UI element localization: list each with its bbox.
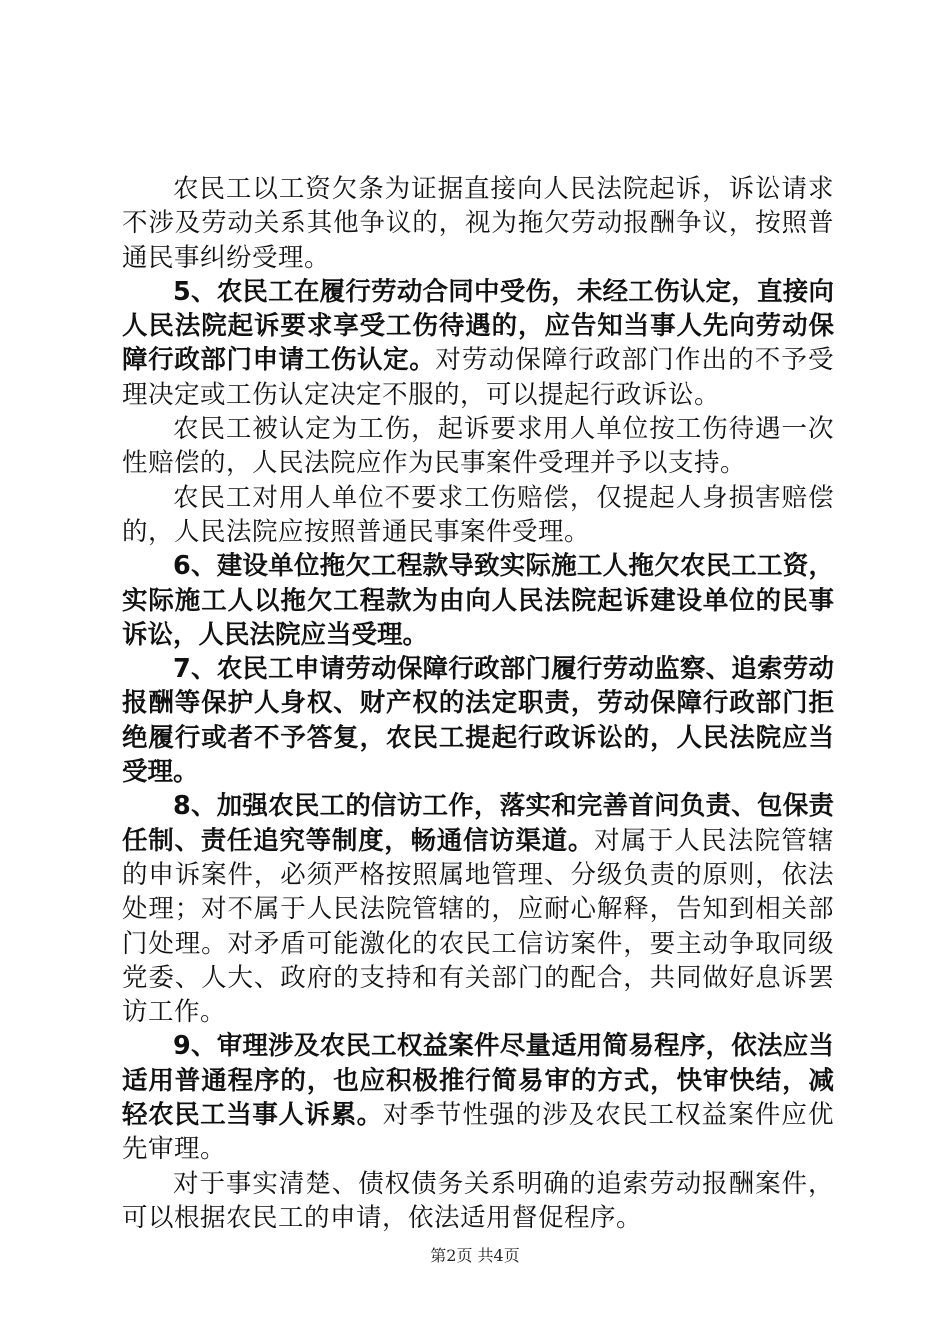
paragraph-1: 农民工以工资欠条为证据直接向人民法院起诉，诉讼请求不涉及劳动关系其他争议的，视为拖欠劳动报酬争议，按照普通民事纠纷受理。 — [122, 174, 834, 273]
paragraph-2: 5、农民工在履行劳动合同中受伤，未经工伤认定，直接向人民法院起诉要求享受工伤待遇的，应告知当事人先向劳动保障行政部门申请工伤认定。对劳动保障行政部门作出的不予受理决定或工伤认定决定不服的，可以提起行政诉讼。 — [122, 276, 834, 410]
paragraph-9: 对于事实清楚、债权债务关系明确的追索劳动报酬案件，可以根据农民工的申请，依法适用督促程序。 — [122, 1168, 834, 1233]
paragraph-4: 农民工对用人单位不要求工伤赔偿，仅提起人身损害赔偿的，人民法院应按照普通民事案件受理。 — [122, 482, 834, 547]
page-number-footer: 第2页 共4页 — [430, 1246, 520, 1265]
document-body — [122, 172, 834, 1235]
paragraph-3: 农民工被认定为工伤，起诉要求用人单位按工伤待遇一次性赔偿的，人民法院应作为民事案件受理并予以支持。 — [122, 414, 834, 479]
paragraph-8: 9、审理涉及农民工权益案件尽量适用简易程序，依法应当适用普通程序的，也应积极推行简易审的方式，快审快结，减轻农民工当事人诉累。对季节性强的涉及农民工权益案件应优先审理。 — [122, 1031, 834, 1165]
paragraph-7: 8、加强农民工的信访工作，落实和完善首问负责、包保责任制、责任追究等制度，畅通信访渠道。对属于人民法院管辖的申诉案件，必须严格按照属地管理、分级负责的原则，依法处理；对不属于人民法院管辖的，应耐心解释，告知到相关部门处理。对矛盾可能激化的农民工信访案件，要主动争取同级党委、人大、政府的支持和有关部门的配合，共同做好息诉罢访工作。 — [122, 791, 834, 1028]
paragraph-5: 6、建设单位拖欠工程款导致实际施工人拖欠农民工工资，实际施工人以拖欠工程款为由向人民法院起诉建设单位的民事诉讼，人民法院应当受理。 — [122, 551, 834, 650]
paragraph-6: 7、农民工申请劳动保障行政部门履行劳动监察、追索劳动报酬等保护人身权、财产权的法定职责，劳动保障行政部门拒绝履行或者不予答复，农民工提起行政诉讼的，人民法院应当受理。 — [122, 654, 834, 788]
